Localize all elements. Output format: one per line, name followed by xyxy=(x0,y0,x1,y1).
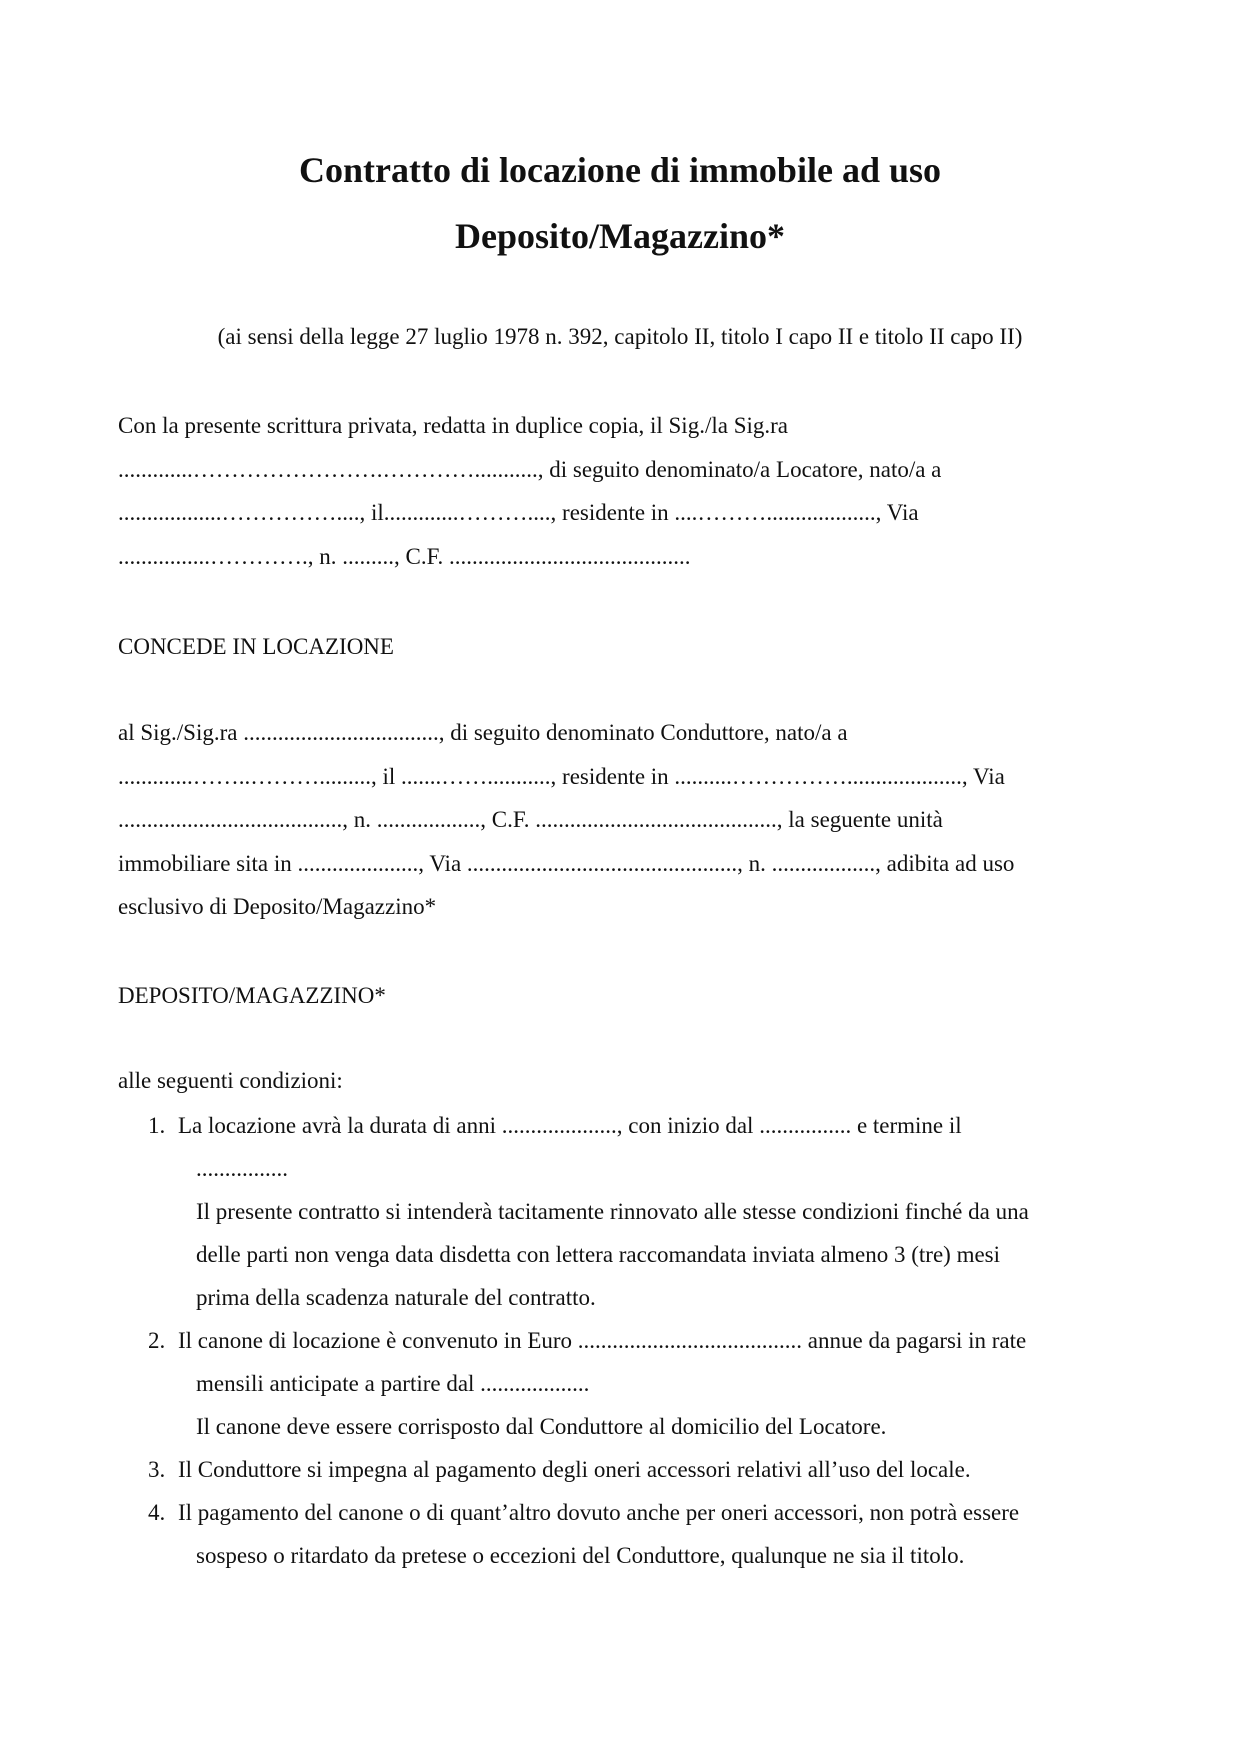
conduttore-line-4: immobiliare sita in ....................., Via ..............................................., n. .................., adibita ad uso xyxy=(118,850,1015,876)
condition-number: 3. xyxy=(148,1457,166,1482)
condition-4-line-1: Il pagamento del canone o di quant’altro dovuto anche per oneri accessori, non potrà essere xyxy=(178,1500,1020,1525)
condition-1-line-1: La locazione avrà la durata di anni ...................., con inizio dal ................ e termine il xyxy=(178,1113,962,1138)
condition-item-4 xyxy=(118,1491,1029,1577)
condition-1-line-5: prima della scadenza naturale del contratto. xyxy=(196,1285,596,1310)
condizioni-intro: alle seguenti condizioni: xyxy=(118,1068,343,1093)
deposito-heading-block xyxy=(118,981,1128,1011)
document-title-line-1: Contratto di locazione di immobile ad uso xyxy=(298,150,941,190)
locatore-line-1: Con la presente scrittura privata, redatta in duplice copia, il Sig./la Sig.ra xyxy=(118,413,788,438)
condizioni-intro-block xyxy=(118,1066,1128,1096)
conduttore-line-2: .............……..………........., il .......……..........., residente in ..........……………...................., Via xyxy=(118,763,1005,789)
concede-heading: CONCEDE IN LOCAZIONE xyxy=(118,634,394,659)
conduttore-line-5: esclusivo di Deposito/Magazzino* xyxy=(118,894,437,919)
condition-number: 1. xyxy=(148,1113,166,1138)
condition-item-2 xyxy=(118,1319,1029,1448)
condition-number: 2. xyxy=(148,1328,166,1353)
conduttore-line-3: ......................................., n. .................., C.F. .........................................., la seguente unità xyxy=(118,807,943,832)
locatore-line-3: ..................……………...., il.............………...., residente in ....………..................., Via xyxy=(118,500,919,525)
condition-1-line-4: delle parti non venga data disdetta con lettera raccomandata inviata almeno 3 (tre) mesi xyxy=(196,1242,1001,1267)
document-title-line-2: Deposito/Magazzino* xyxy=(455,216,785,256)
deposito-heading: DEPOSITO/MAGAZZINO* xyxy=(118,983,386,1008)
condition-item-3 xyxy=(118,1448,1029,1491)
condition-3-line-1: Il Conduttore si impegna al pagamento degli oneri accessori relativi all’uso del locale. xyxy=(178,1457,971,1482)
condition-2-line-3: Il canone deve essere corrisposto dal Conduttore al domicilio del Locatore. xyxy=(196,1414,887,1439)
conduttore-paragraph xyxy=(118,711,1128,929)
condition-1-line-2: ................ xyxy=(196,1156,288,1181)
condition-2-line-2: mensili anticipate a partire dal ................... xyxy=(196,1371,590,1396)
locatore-line-4: ................…………., n. ........., C.F. .......................................... xyxy=(118,543,691,569)
condition-4-line-2: sospeso o ritardato da pretese o eccezioni del Conduttore, qualunque ne sia il titolo. xyxy=(196,1543,965,1568)
condition-1-line-3: Il presente contratto si intenderà tacitamente rinnovato alle stesse condizioni finché da una xyxy=(196,1199,1029,1224)
condition-2-line-1: Il canone di locazione è convenuto in Euro ....................................... annue da pagarsi in rate xyxy=(178,1328,1027,1353)
locatore-line-2: .............…………………….…………..........., di seguito denominato/a Locatore, nato/a a xyxy=(118,456,942,482)
legal-reference-subtitle: (ai sensi della legge 27 luglio 1978 n. 392, capitolo II, titolo I capo II e titolo II capo II) xyxy=(217,324,1023,349)
concede-heading-block xyxy=(118,632,1128,662)
condition-number: 4. xyxy=(148,1500,166,1525)
conduttore-line-1: al Sig./Sig.ra .................................., di seguito denominato Conduttore, nato/a a xyxy=(118,720,848,745)
locatore-paragraph xyxy=(118,404,1128,578)
condition-item-1 xyxy=(118,1104,1029,1319)
